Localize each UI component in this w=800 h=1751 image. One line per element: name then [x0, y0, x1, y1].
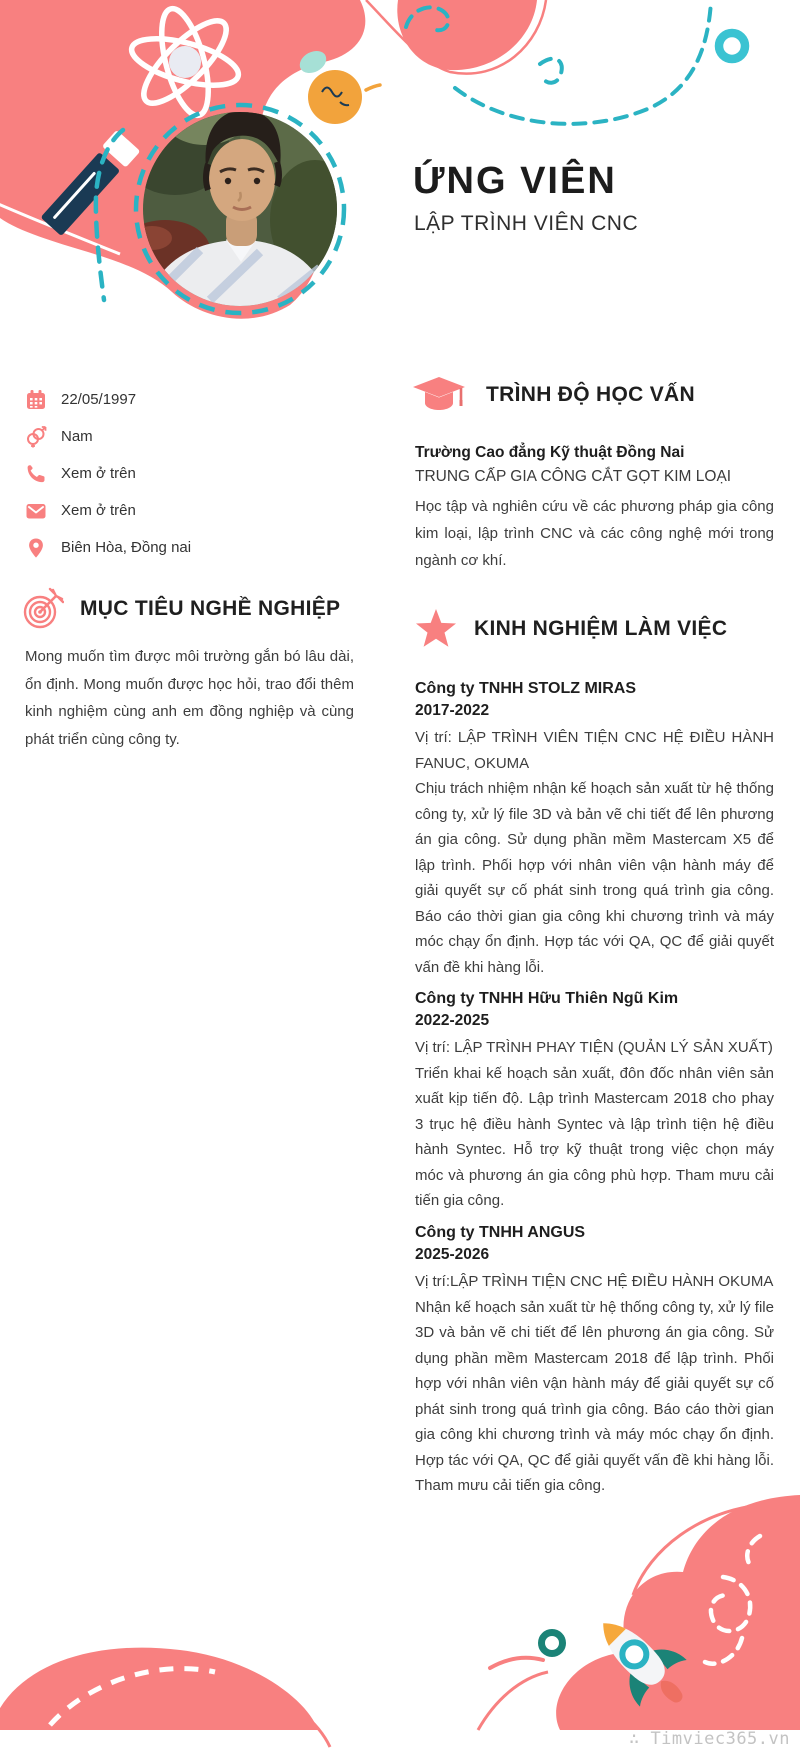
- contact-row-gender: [25, 418, 355, 455]
- education-block: [415, 441, 774, 574]
- birthday-value: 22/05/1997: [61, 391, 137, 408]
- phone-value: Xem ở trên: [61, 465, 136, 482]
- objective-heading: MỤC TIÊU NGHỀ NGHIỆP: [80, 597, 341, 620]
- job-description: Nhận kế hoạch sản xuất từ hệ thống công ty, xử lý file 3D và bản vẽ chi tiết để lên phương án gia công. Sử dụng phần mềm Mastercam 2018 để lập trình. Phối hợp với nhân viên vận hành máy để giải quyết sự cố phát sinh trong quá trình gia công. Báo cáo thời gian gia công khi chương trình và máy móc chạy ổn định. Hợp tác với QA, QC để giải quyết vấn đề khi hàng lỗi. Tham mưu cải tiến gia công.: [415, 1298, 774, 1494]
- gender-value: Nam: [61, 428, 93, 445]
- mail-icon: [25, 500, 47, 522]
- contact-row-email: [25, 492, 355, 529]
- candidate-name: ỨNG VIÊN: [413, 160, 617, 202]
- top-decoration: [0, 0, 800, 680]
- job-position: Vị trí: LẬP TRÌNH PHAY TIỆN (QUẢN LÝ SẢN XUẤT): [415, 1039, 773, 1056]
- phone-icon: [25, 463, 47, 485]
- coral-blob-bottom-left: [0, 1648, 318, 1730]
- location-icon: [25, 537, 47, 559]
- graduation-cap-icon: [410, 374, 470, 416]
- education-school: Trường Cao đẳng Kỹ thuật Đồng Nai: [415, 444, 685, 461]
- job-period: 2017-2022: [415, 702, 490, 719]
- contact-row-address: [25, 529, 355, 566]
- experience-section-header: [414, 608, 727, 650]
- job-description: Triển khai kế hoạch sản xuất, đôn đốc nhân viên sản xuất kịp tiến độ. Lập trình Mastercam 2018 cho phay 3 trục hệ điều hành Syntec và lập trình tiện hệ điều hành Syntec. Hỗ trợ kỹ thuật trong việc chọn máy móc và phương án gia công phù hợp. Tham mưu cải tiến gia công.: [415, 1064, 774, 1209]
- job-entry-1: [415, 678, 774, 980]
- job-entry-2: [415, 988, 774, 1214]
- teal-donut-small: [542, 1633, 563, 1654]
- calendar-icon: [25, 389, 47, 411]
- objective-body: Mong muốn tìm được môi trường gắn bó lâu dài, ổn định. Mong muốn được học hỏi, trao đổi thêm kinh nghiệm cùng anh em đồng nghiệp và cùng phát triển cùng công ty.: [25, 648, 354, 748]
- education-degree: TRUNG CẤP GIA CÔNG CẮT GỌT KIM LOẠI: [415, 468, 732, 485]
- lightbulb-icon: [296, 47, 380, 124]
- job-position: Vị trí:LẬP TRÌNH TIỆN CNC HỆ ĐIỀU HÀNH OKUMA: [415, 1273, 774, 1290]
- job-company: Công ty TNHH Hữu Thiên Ngũ Kim: [415, 990, 679, 1007]
- email-value: Xem ở trên: [61, 502, 136, 519]
- objective-section-header: [20, 586, 340, 632]
- candidate-job-title: LẬP TRÌNH VIÊN CNC: [414, 212, 639, 235]
- watermark: ∴ Timviec365.vn: [628, 1729, 790, 1749]
- education-heading: TRÌNH ĐỘ HỌC VẤN: [486, 383, 695, 406]
- job-description: Chịu trách nhiệm nhận kế hoạch sản xuất từ hệ thống công ty, xử lý file 3D và bản vẽ chi tiết để lên phương án gia công. Sử dụng phần mềm Mastercam X5 để lập trình. Phối hợp với nhân viên vận hành máy để giải quyết sự cố phát sinh trong quá trình gia công. Báo cáo thời gian gia công khi chương trình và máy móc chạy ổn định. Hợp tác với QA, QC để giải quyết vấn đề khi hàng lỗi.: [415, 780, 774, 976]
- education-description: Học tập và nghiên cứu về các phương pháp gia công kim loại, lập trình CNC và các công nghệ mới trong ngành cơ khí.: [415, 498, 774, 569]
- star-icon: [414, 608, 458, 650]
- job-period: 2025-2026: [415, 1246, 490, 1263]
- gender-icon: [25, 426, 47, 448]
- contact-info: [25, 381, 355, 566]
- job-company: Công ty TNHH ANGUS: [415, 1224, 586, 1241]
- teal-donut: [719, 33, 745, 59]
- target-icon: [20, 586, 64, 632]
- contact-row-phone: [25, 455, 355, 492]
- contact-row-birthday: [25, 381, 355, 418]
- bottom-decoration: [0, 1381, 800, 1751]
- address-value: Biên Hòa, Đồng nai: [61, 539, 192, 556]
- experience-heading: KINH NGHIỆM LÀM VIỆC: [474, 617, 728, 640]
- job-position: Vị trí: LẬP TRÌNH VIÊN TIỆN CNC HỆ ĐIỀU HÀNH FANUC, OKUMA: [415, 729, 774, 772]
- job-company: Công ty TNHH STOLZ MIRAS: [415, 680, 637, 697]
- job-period: 2022-2025: [415, 1012, 490, 1029]
- education-section-header: [410, 374, 695, 416]
